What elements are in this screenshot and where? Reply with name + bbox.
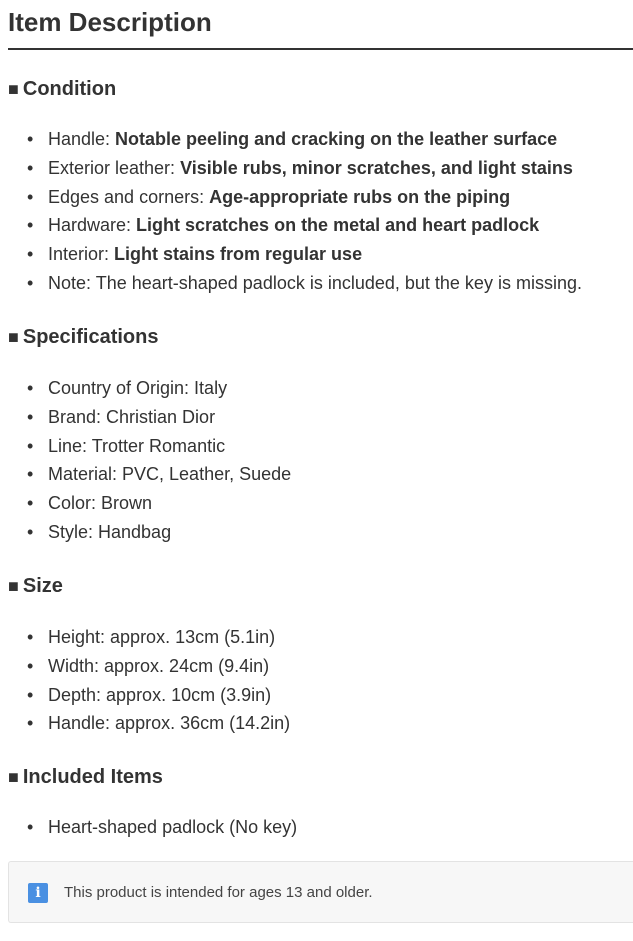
square-marker-icon: ■ — [8, 327, 19, 347]
list-item: • Country of Origin: Italy — [48, 374, 291, 403]
size-heading — [8, 573, 63, 599]
included-items-list — [8, 813, 297, 842]
list-item: • Depth: approx. 10cm (3.9in) — [48, 681, 290, 710]
square-marker-icon: ■ — [8, 79, 19, 99]
list-item: • Style: Handbag — [48, 518, 291, 547]
condition-label: Exterior leather: — [48, 157, 181, 178]
age-notice-text: This product is intended for ages 13 and older. — [64, 884, 373, 901]
list-item: • Line: Trotter Romantic — [48, 432, 291, 461]
specifications-list — [8, 374, 291, 547]
list-item: • Handle: approx. 36cm (14.2in) — [48, 709, 290, 738]
list-item — [48, 125, 582, 154]
condition-value: Light scratches on the metal and heart padlock — [136, 215, 540, 236]
list-item: • Heart-shaped padlock (No key) — [48, 813, 297, 842]
list-item — [48, 240, 582, 269]
page-title: Item Description — [8, 7, 212, 37]
size-list — [8, 623, 290, 738]
condition-heading-text: Condition — [22, 78, 117, 100]
condition-label: Interior: — [48, 244, 115, 265]
condition-note: Note: The heart-shaped padlock is included, but the key is missing. — [48, 272, 582, 293]
list-item — [48, 211, 582, 240]
square-marker-icon: ■ — [8, 576, 19, 596]
condition-list — [8, 125, 582, 298]
info-icon: i — [28, 883, 48, 903]
condition-label: Edges and corners: — [48, 186, 210, 207]
specifications-heading — [8, 324, 158, 350]
list-item: • Color: Brown — [48, 489, 291, 518]
age-notice — [8, 861, 633, 923]
condition-value: Age-appropriate rubs on the piping — [209, 186, 511, 207]
included-items-heading-text: Included Items — [22, 766, 163, 788]
condition-label: Handle: — [48, 129, 116, 149]
list-item — [48, 183, 582, 212]
list-item — [48, 269, 582, 298]
list-item: • Height: approx. 13cm (5.1in) — [48, 623, 290, 652]
condition-value: Visible rubs, minor scratches, and light stains — [180, 157, 573, 178]
condition-value: Light stains from regular use — [114, 244, 363, 265]
condition-value: Notable peeling and cracking on the leather surface — [115, 129, 558, 149]
condition-heading — [8, 76, 116, 102]
list-item: • Material: PVC, Leather, Suede — [48, 460, 291, 489]
condition-label: Hardware: — [48, 215, 137, 236]
title-divider — [8, 48, 633, 50]
list-item — [48, 154, 582, 183]
list-item: • Width: approx. 24cm (9.4in) — [48, 652, 290, 681]
size-heading-text: Size — [22, 575, 63, 597]
list-item: • Brand: Christian Dior — [48, 403, 291, 432]
included-items-heading — [8, 764, 163, 790]
square-marker-icon: ■ — [8, 767, 19, 787]
specifications-heading-text: Specifications — [22, 326, 159, 348]
